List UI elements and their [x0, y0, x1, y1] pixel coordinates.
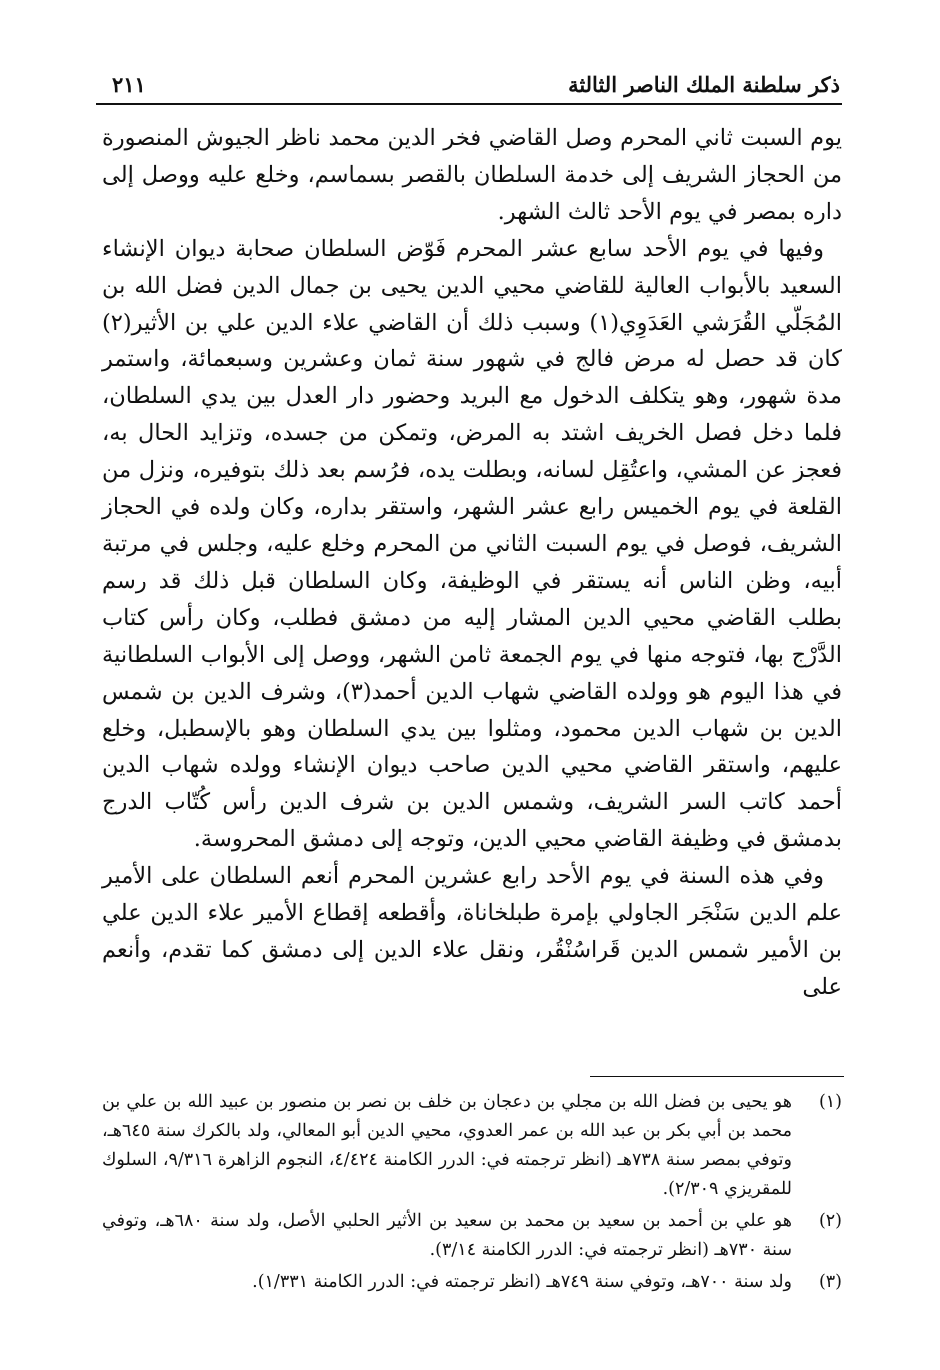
header-divider	[96, 103, 842, 105]
paragraph: وفيها في يوم الأحد سابع عشر المحرم فَوّض السلطان صحابة ديوان الإنشاء السعيد بالأبواب العالية للقاضي محيي الدين يحيى بن جمال الدين فضل الله بن المُجَلّي القُرَشي العَدَوِي(١) وسبب ذلك أن القاضي علاء الدين علي بن الأثير(٢) كان قد حصل له مرض فالج في شهور سنة ثمان وعشرين وسبعمائة، واستمر مدة شهور، وهو يتكلف الدخول مع البريد وحضور دار العدل بين يدي السلطان، فلما دخل فصل الخريف اشتد به المرض، وتمكن من جسده، وتزايد الحال به، فعجز عن المشي، واعتُقِل لسانه، وبطلت يده، فرُسم بعد ذلك بتوفيره، ونزل من القلعة في يوم الخميس رابع عشر الشهر، واستقر بداره، وكان ولده في الحجاز الشريف، فوصل في يوم السبت الثاني من المحرم وخلع عليه، وجلس في مرتبة أبيه، وظن الناس أنه يستقر في الوظيفة، وكان السلطان قبل ذلك قد رسم بطلب القاضي محيي الدين المشار إليه من دمشق فطلب، وكان رأس كتاب الدَّرْج بها، فتوجه منها في يوم الجمعة ثامن الشهر، ووصل إلى الأبواب السلطانية في هذا اليوم هو وولده القاضي شهاب الدين أحمد(٣)، وشرف الدين بن شمس الدين بن شهاب الدين محمود، ومثلوا بين يدي السلطان وهو بالإسطبل، وخلع عليهم، واستقر القاضي محيي الدين صاحب ديوان الإنشاء وولده شهاب الدين أحمد كاتب السر الشريف، وشمس الدين بن شرف الدين رأس كُتّاب الدرج بدمشق في وظيفة القاضي محيي الدين، وتوجه إلى دمشق المحروسة.	[102, 235, 842, 853]
paragraph: يوم السبت ثاني المحرم وصل القاضي فخر الدين محمد ناظر الجيوش المنصورة من الحجاز الشريف إلى خدمة السلطان بالقصر بسماسم، وخلع عليه ووصل إلى داره بمصر في يوم الأحد ثالث الشهر.	[102, 125, 842, 225]
main-text	[102, 120, 842, 1006]
footnote-divider	[590, 1076, 844, 1077]
footnote-text: ولد سنة ٧٠٠هـ، وتوفي سنة ٧٤٩هـ (انظر ترجمته في: الدرر الكامنة ١/٣٣١).	[252, 1272, 792, 1292]
footnote-number: (١)	[818, 1092, 842, 1112]
paragraph: وفي هذه السنة في يوم الأحد رابع عشرين المحرم أنعم السلطان على الأمير علم الدين سَنْجَر الجاولي بإمرة طبلخاناة، وأقطعه إقطاع الأمير علاء الدين علي بن الأمير شمس الدين قَراسُنْقُر، ونقل علاء الدين إلى دمشق كما تقدم، وأنعم على	[102, 863, 842, 1000]
running-title: ذكر سلطنة الملك الناصر الثالثة	[568, 72, 840, 97]
footnotes	[102, 1088, 842, 1300]
footnote-number: (٣)	[818, 1272, 842, 1292]
running-header	[96, 68, 840, 102]
footnote-text: هو علي بن أحمد بن سعيد بن محمد بن سعيد بن الأثير الحلبي الأصل، ولد سنة ٦٨٠هـ، وتوفي سنة ٧٣٠هـ (انظر ترجمته في: الدرر الكامنة ٣/١٤).	[102, 1211, 792, 1260]
page-number: ٢١١	[112, 72, 146, 97]
footnote-number: (٢)	[818, 1211, 842, 1231]
footnote-text: هو يحيى بن فضل الله بن مجلي بن دعجان بن خلف بن نصر بن منصور بن عبيد الله بن علي بن محمد بن أبي بكر بن عبد الله بن عمر العدوي، محيي الدين أبو المعالي، ولد بالكرك سنة ٦٤٥هـ، وتوفي بمصر سنة ٧٣٨هـ (انظر ترجمته في: الدرر الكامنة ٤/٤٢٤، النجوم الزاهرة ٩/٣١٦، السلوك للمقريزي ٢/٣٠٩).	[102, 1092, 792, 1199]
footnote	[102, 1088, 842, 1204]
footnote	[102, 1268, 842, 1297]
footnote	[102, 1207, 842, 1265]
